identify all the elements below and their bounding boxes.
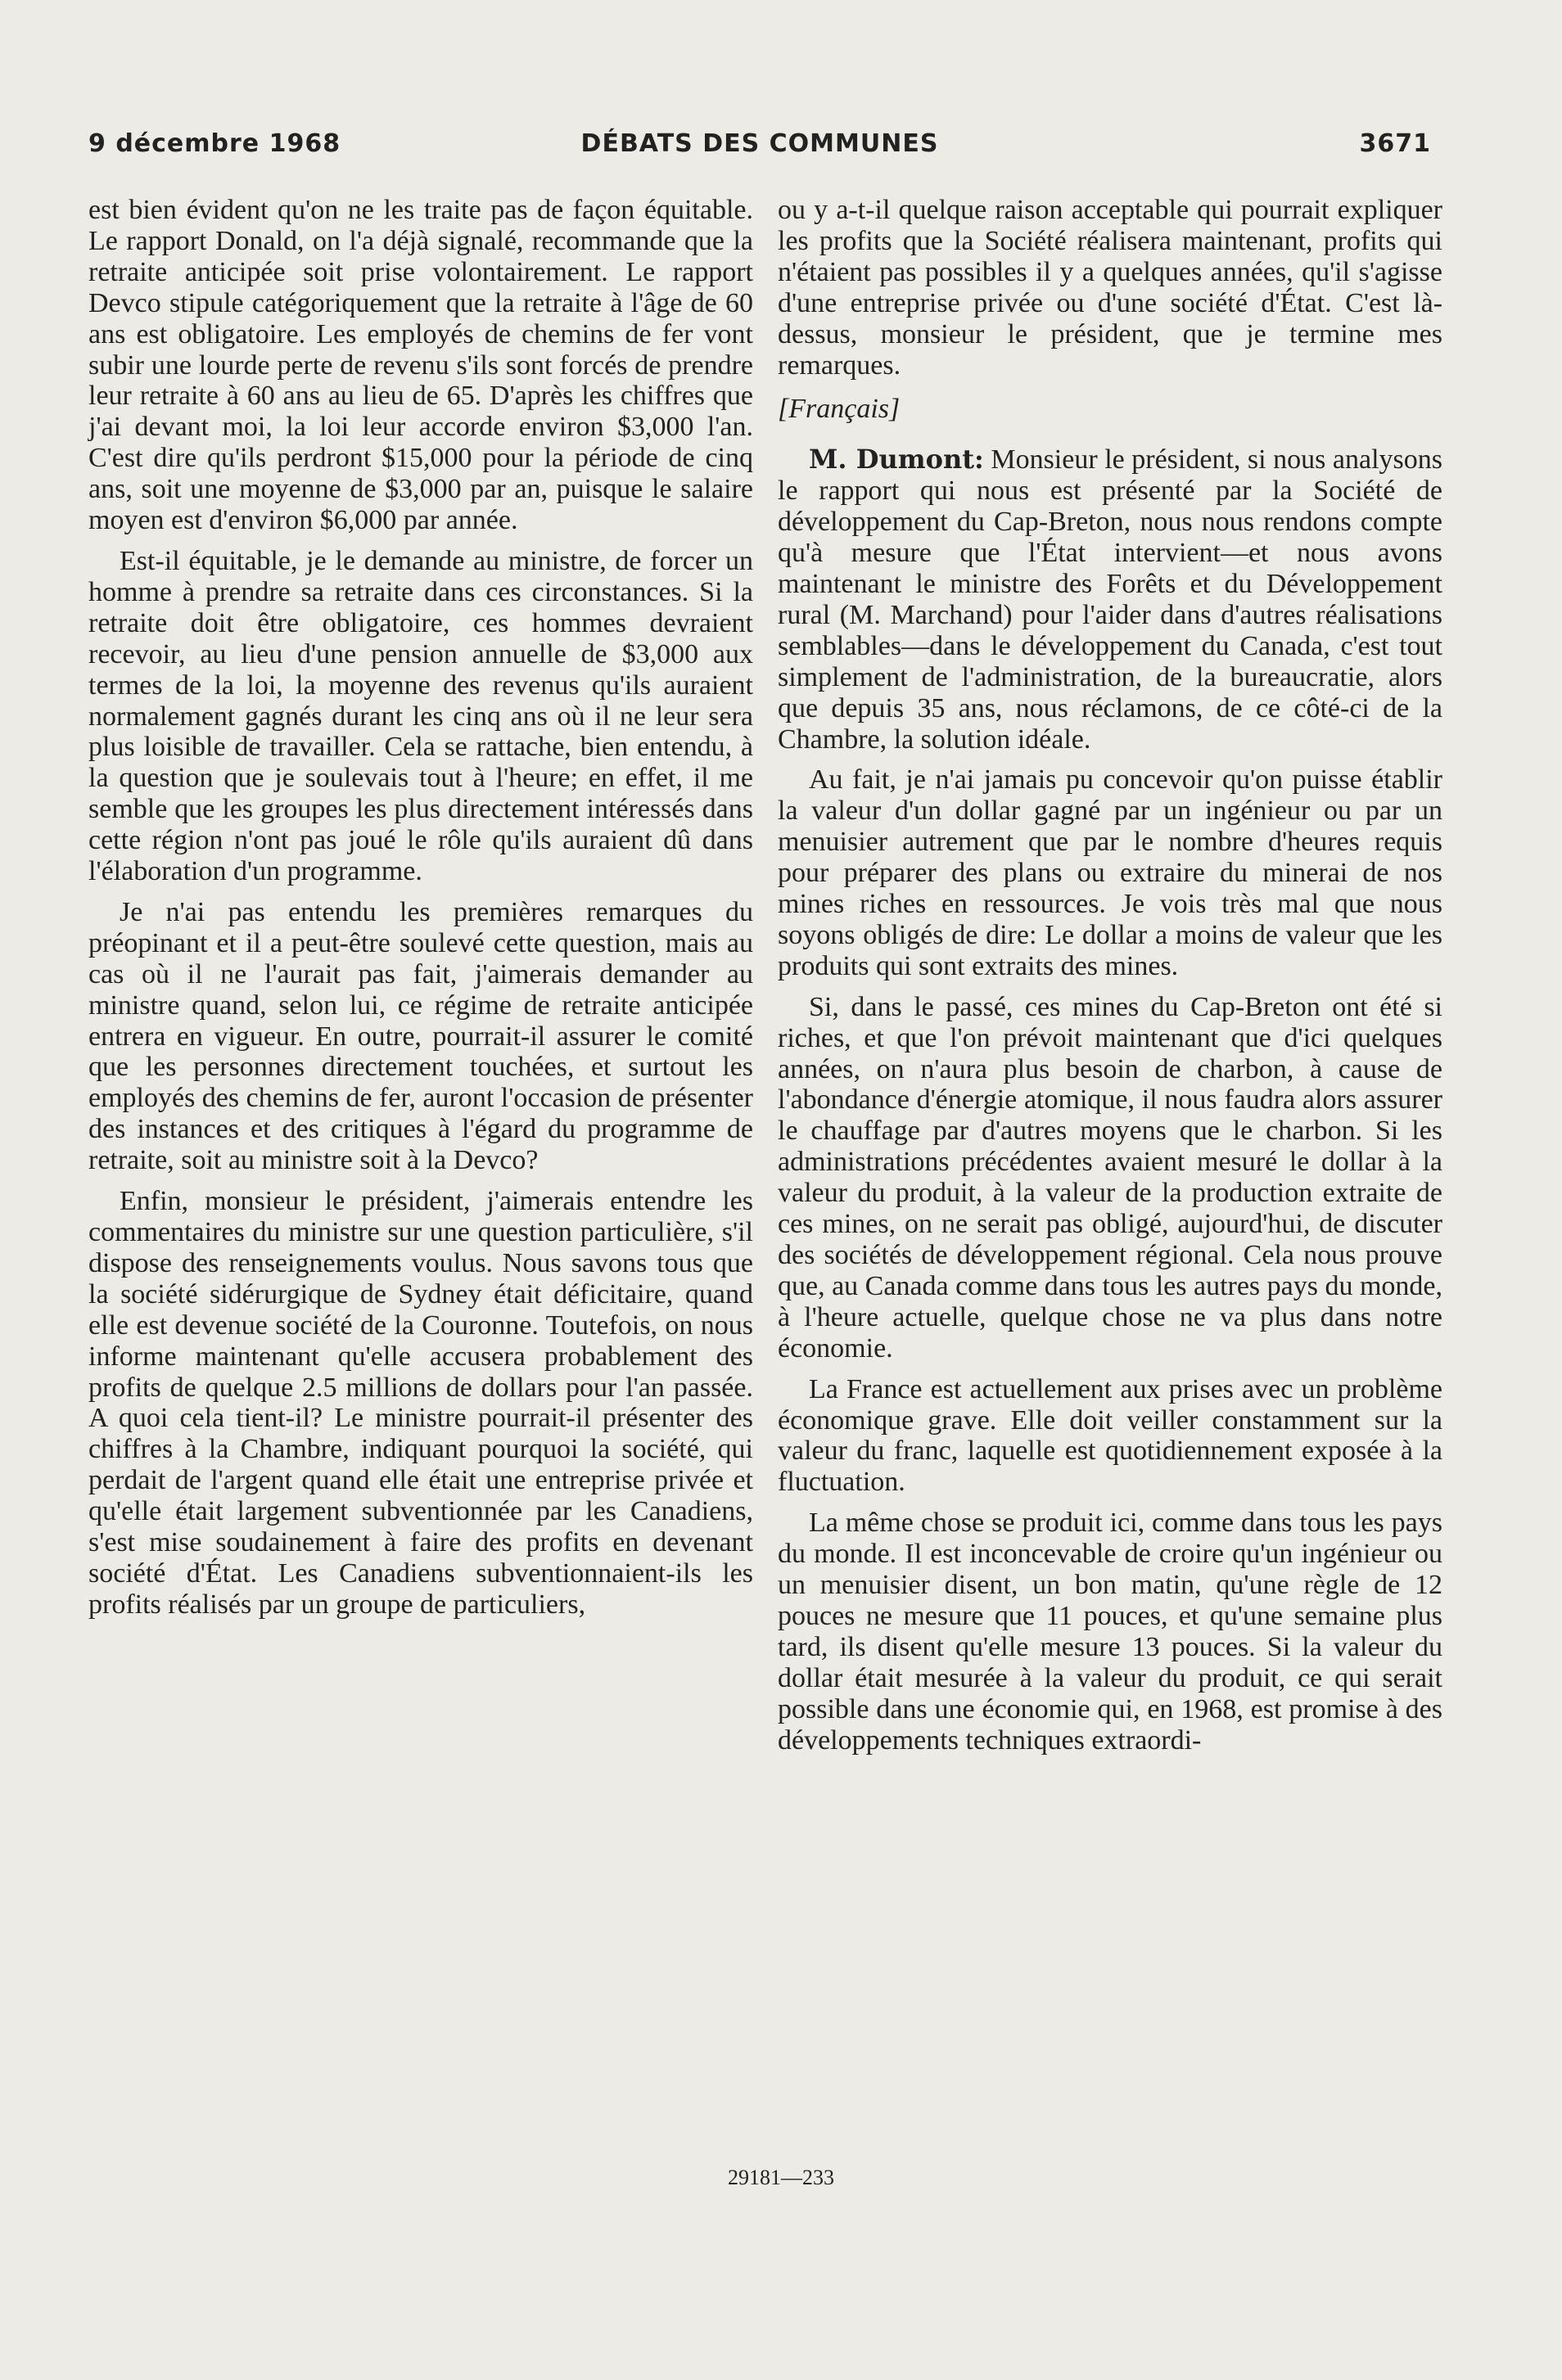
paragraph: Je n'ai pas entendu les premières remarques du préopinant et il a peut-être soulevé cette question, mais au cas où il ne l'aurait pas fait, j'aimerais demander au ministre quand, selon lui, ce régime de retraite anticipée entrera en vigueur. En outre, pourrait-il assurer le comité que les personnes directement touchées, et surtout les employés des chemins de fer, auront l'occasion de présenter des instances et des critiques à l'égard du programme de retraite, soit au ministre soit à la Devco? xyxy=(88,896,753,1176)
right-column xyxy=(778,195,1442,1766)
paragraph: Au fait, je n'ai jamais pu concevoir qu'on puisse établir la valeur d'un dollar gagné par un ingénieur ou par un menuisier autrement que par le nombre d'heures requis pour préparer des plans ou extraire du minerai de nos mines riches en ressources. Je vois très mal que nous soyons obligés de dire: Le dollar a moins de valeur que les produits qui sont extraits des mines. xyxy=(778,764,1442,981)
speaker-paragraph xyxy=(778,444,1442,755)
left-column xyxy=(88,195,753,1630)
paragraph: ou y a-t-il quelque raison acceptable qui pourrait expliquer les profits que la Société réalisera maintenant, profits qui n'étaient pas possibles il y a quelques années, qu'il s'agisse d'une entreprise privée ou d'une société d'État. C'est là-dessus, monsieur le président, que je termine mes remarques. xyxy=(778,195,1442,381)
page-header xyxy=(88,129,1431,170)
header-page-number: 3671 xyxy=(1359,129,1431,158)
paragraph: Si, dans le passé, ces mines du Cap-Breton ont été si riches, et que l'on prévoit maintenant que d'ici quelques années, on n'aura plus besoin de charbon, à cause de l'abondance d'énergie atomique, il nous faudra alors assurer le chauffage par d'autres moyens que le charbon. Si les administrations précédentes avaient mesuré le dollar à la valeur du produit, à la valeur de la production extraite de ces mines, on ne serait pas obligé, aujourd'hui, de discuter des sociétés de développement régional. Cela nous prouve que, au Canada comme dans tous les autres pays du monde, à l'heure actuelle, quelque chose ne va plus dans notre économie. xyxy=(778,991,1443,1364)
paragraph: est bien évident qu'on ne les traite pas de façon équitable. Le rapport Donald, on l'a déjà signalé, recommande que la retraite anticipée soit prise volontairement. Le rapport Devco stipule catégoriquement que la retraite à l'âge de 60 ans est obligatoire. Les employés de chemins de fer vont subir une lourde perte de revenu s'ils sont forcés de prendre leur retraite à 60 ans au lieu de 65. D'après les chiffres que j'ai devant moi, la loi leur accorde environ $3,000 l'an. C'est dire qu'ils perdront $15,000 pour la période de cinq ans, soit une moyenne de $3,000 par an, puisque le salaire moyen est d'environ $6,000 par année. xyxy=(88,195,753,536)
paragraph: La France est actuellement aux prises avec un problème économique grave. Elle doit veiller constamment sur la valeur du franc, laquelle est quotidiennement exposée à la fluctuation. xyxy=(778,1373,1442,1498)
language-note: [Français] xyxy=(778,394,901,425)
paragraph: La même chose se produit ici, comme dans tous les pays du monde. Il est inconcevable de croire qu'un ingénieur ou un menuisier disent, un bon matin, qu'une règle de 12 pouces ne mesure que 11 pouces, et qu'une semaine plus tard, ils disent qu'elle mesure 13 pouces. Si la valeur du dollar était mesurée à la valeur du produit, ce qui serait possible dans une économie qui, en 1968, est promise à des développements techniques extraordi- xyxy=(778,1508,1442,1756)
page-footer: 29181—233 xyxy=(728,2166,834,2189)
header-date: 9 décembre 1968 xyxy=(88,129,341,158)
paragraph: Est-il équitable, je le demande au ministre, de forcer un homme à prendre sa retraite dans ces circonstances. Si la retraite doit être obligatoire, ces hommes devraient recevoir, au lieu d'une pension annuelle de $3,000 aux termes de la loi, la moyenne des revenus qu'ils auraient normalement gagnés durant les cinq ans où il ne leur sera plus loisible de travailler. Cela se rattache, bien entendu, à la question que je soulevais tout à l'heure; en effet, il me semble que les groupes les plus directement intéressés dans cette région n'ont pas joué le rôle qu'ils auraient dû dans l'élaboration d'un programme. xyxy=(88,545,753,887)
speaker-name: M. Dumont: xyxy=(809,444,984,476)
paragraph: Enfin, monsieur le président, j'aimerais entendre les commentaires du ministre sur une question particulière, s'il dispose des renseignements voulus. Nous savons tous que la société sidérurgique de Sydney était déficitaire, quand elle est devenue société de la Couronne. Toutefois, on nous informe maintenant qu'elle accusera probablement des profits de quelque 2.5 millions de dollars pour l'an passée. A quoi cela tient-il? Le ministre pourrait-il présenter des chiffres à la Chambre, indiquant pourquoi la société, qui perdait de l'argent quand elle était une entreprise privée et qu'elle était largement subventionnée par les Canadiens, s'est mise soudainement à faire des profits en devenant société d'État. Les Canadiens subventionnaient-ils les profits réalisés par un groupe de particuliers, xyxy=(88,1186,753,1620)
speech-text: Monsieur le président, si nous analysons le rapport qui nous est présenté par la Société de développement du Cap-Breton, nous nous rendons compte qu'à mesure que l'État intervient—et nous avons maintenant le ministre des Forêts et du Développement rural (M. Marchand) pour l'aider dans d'autres réalisations semblables—dans le développement du Canada, c'est tout simplement de l'administration, de la bureaucratie, alors que depuis 35 ans, nous réclamons, de ce côté-ci de la Chambre, la solution idéale. xyxy=(778,444,1442,755)
header-journal-title: DÉBATS DES COMMUNES xyxy=(580,129,939,158)
